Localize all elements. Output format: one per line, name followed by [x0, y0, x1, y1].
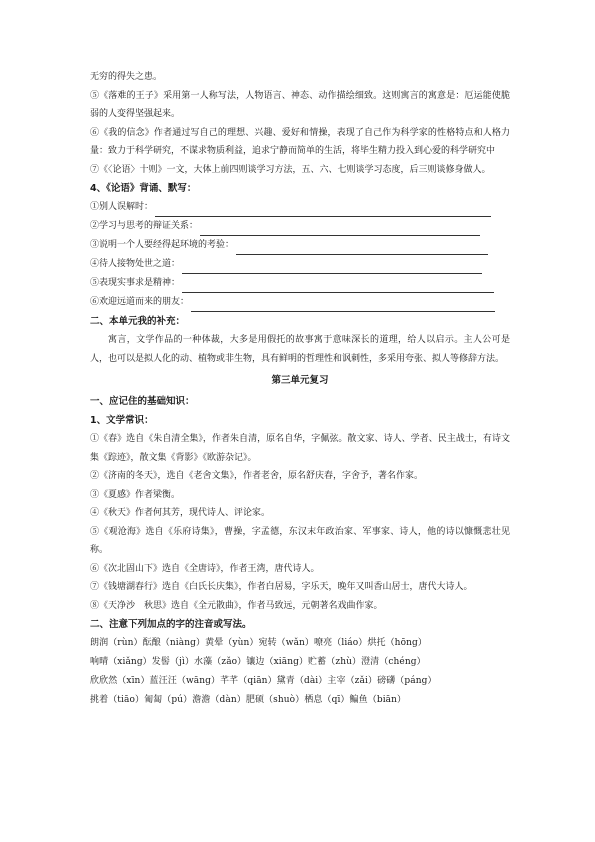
section-heading: 4、《论语》背诵、默写：	[90, 183, 197, 194]
text-paragraph: ⑤《落难的王子》采用第一人称写法，人物语言、神态、动作描绘细致。这则寓言的寓意是：厄运能使脆弱的人变得坚强起来。	[90, 90, 510, 119]
answer-blank[interactable]	[236, 242, 488, 255]
fill-blank-label: ③说明一个人要经得起环境的考验：	[90, 240, 235, 250]
answer-blank[interactable]	[155, 204, 491, 217]
fill-blank-item	[90, 236, 510, 255]
literature-item: ⑦《钱塘湖春行》选自《白氏长庆集》，作者白居易，字乐天，晚年又叫香山居士，唐代大诗人。	[90, 582, 473, 592]
unit-title: 第三单元复习	[271, 375, 329, 386]
answer-blank[interactable]	[191, 299, 495, 312]
literature-item: ①《春》选自《朱自清全集》，作者朱自清，原名自华，字佩弦。散文家、诗人、学者、民主战士，有诗文集《踪迹》，散文集《背影》《欧游杂记》。	[90, 434, 510, 463]
fill-blank-label: ⑤表现实事求是精神：	[90, 278, 181, 288]
literature-item: ⑧《天净沙 秋思》选自《全元散曲》，作者马致远，元朝著名戏曲作家。	[90, 600, 383, 611]
pinyin-line: 欣欣然（xīn）蓝汪汪（wāng）芊芊（qiān）黛青（dài）主宰（zǎi）磅礴（páng）	[90, 676, 437, 686]
page-content	[90, 68, 510, 710]
fill-blank-label: ①别人误解时：	[90, 202, 154, 212]
pinyin-line: 挑着（tiāo）匍匐（pú）澹澹（dàn）肥硕（shuò）栖息（qī）鳊鱼（biān）	[90, 695, 407, 705]
answer-blank[interactable]	[182, 280, 494, 293]
fill-blank-label: ②学习与思考的辩证关系：	[90, 221, 199, 231]
fill-blank-label: ⑥欢迎远道而来的朋友：	[90, 297, 190, 307]
literature-item: ⑤《观沧海》选自《乐府诗集》，曹操，字孟德，东汉末年政治家、军事家、诗人，他的诗以慷慨悲壮见称。	[90, 526, 510, 555]
fill-blank-label: ④待人接物处世之道：	[90, 259, 181, 269]
fill-blank-item	[90, 255, 510, 274]
subsection-heading: 1、文学常识：	[90, 415, 154, 426]
pinyin-line: 响晴（xiǎng）发髻（jì）水藻（zǎo）镶边（xiāng）贮蓄（zhù）澄清（chéng）	[90, 657, 426, 667]
text-line: 无穷的得失之患。	[90, 72, 163, 82]
fill-blank-item	[90, 274, 510, 293]
fill-blank-item	[90, 198, 510, 217]
supplement-paragraph: 寓言，文学作品的一种体裁，大多是用假托的故事寓于意味深长的道理，给人以启示。主人公可是人，也可以是拟人化的动、植物或非生物，具有鲜明的哲理性和讽刺性，多采用夸张、拟人等修辞方法。	[90, 335, 510, 364]
literature-item: ④《秋天》作者何其芳，现代诗人、评论家。	[90, 508, 271, 518]
text-paragraph: ⑥《我的信念》作者通过写自己的理想、兴趣、爱好和情操，表现了自己作为科学家的性格特点和人格力量：致力于科学研究，不谋求物质利益，追求宁静而简单的生活，将毕生精力投入到心爱的科学研究中	[90, 127, 510, 156]
fill-blank-item	[90, 217, 510, 236]
text-paragraph: ⑦《〈论语〉十则》一文，大体上前四则谈学习方法，五、六、七则谈学习态度，后三则谈修身做人。	[90, 164, 491, 175]
section-heading: 一、应记住的基础知识：	[90, 396, 195, 407]
pinyin-line: 朗润（rùn）酝酿（niàng）黄晕（yùn）宛转（wǎn）嘹亮（liáo）烘托（hōng）	[90, 638, 427, 648]
literature-item: ②《济南的冬天》，选自《老舍文集》，作者老舍，原名舒庆春，字舍予，著名作家。	[90, 471, 424, 481]
section-heading: 二、注意下列加点的字的注音或写法。	[90, 619, 252, 630]
fill-blank-item	[90, 293, 510, 312]
literature-item: ③《夏感》作者梁衡。	[90, 489, 181, 500]
answer-blank[interactable]	[182, 261, 482, 274]
section-heading: 二、本单元我的补充：	[90, 316, 186, 327]
literature-item: ⑥《次北固山下》选自《全唐诗》，作者王湾，唐代诗人。	[90, 563, 320, 574]
answer-blank[interactable]	[200, 223, 480, 236]
